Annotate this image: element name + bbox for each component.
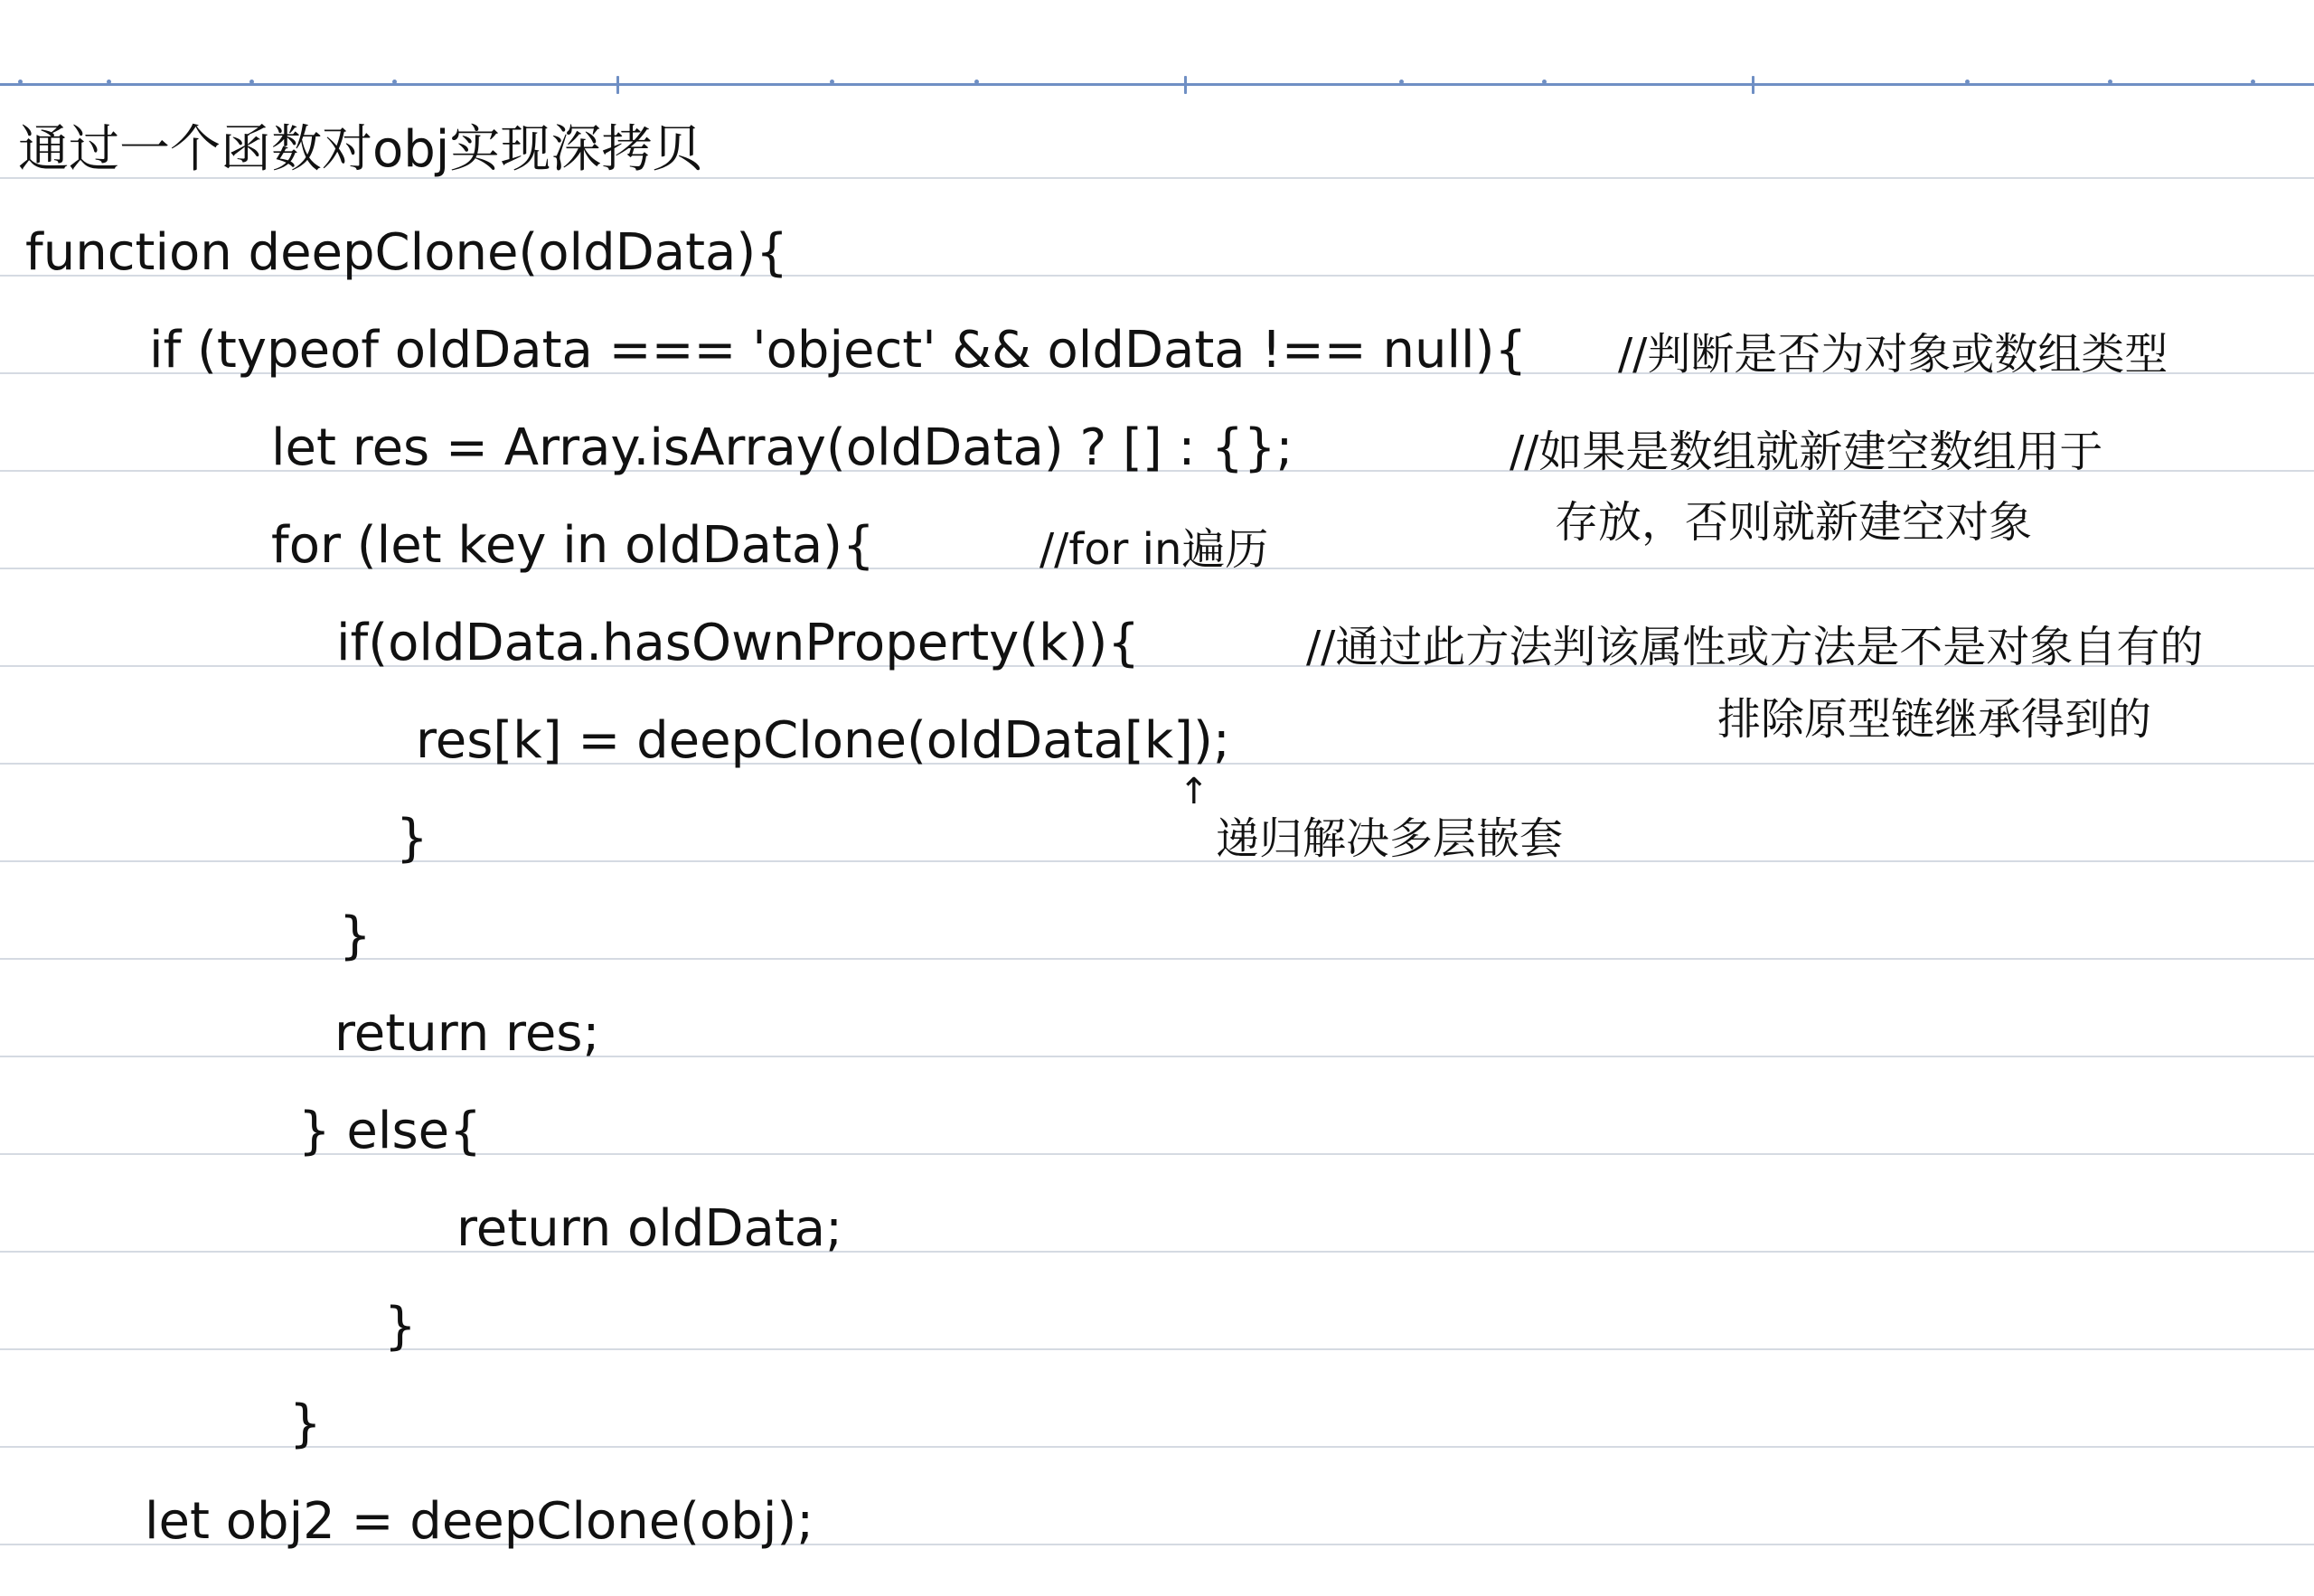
- comment-recursion: 递归解决多层嵌套: [1216, 813, 1564, 864]
- code-line-close-if: }: [396, 809, 428, 868]
- rule-tick: [249, 80, 254, 84]
- ruled-line: [0, 860, 2314, 862]
- up-arrow-icon: ↑: [1179, 771, 1209, 812]
- comment-own-property-continued: 排除原型链继承得到的: [1717, 694, 2152, 745]
- rule-tick: [1965, 80, 1970, 84]
- rule-tick: [107, 80, 111, 84]
- code-line-has-own: if(oldData.hasOwnProperty(k)){: [336, 614, 1140, 672]
- rule-tick: [1399, 80, 1404, 84]
- rule-tick: [1542, 80, 1547, 84]
- code-line-if-typeof: if (typeof oldData === 'object' && oldData !== null){: [149, 321, 1528, 380]
- comment-for-in: //for in遍历: [1039, 524, 1269, 575]
- code-line-function: function deepClone(oldData){: [25, 223, 788, 282]
- code-line-recursive-assign: res[k] = deepClone(oldData[k]);: [416, 711, 1230, 770]
- code-line-close-else: }: [384, 1297, 417, 1356]
- comment-array-note-continued: 存放，否则就新建空对象: [1555, 497, 2033, 548]
- ruled-line: [0, 1251, 2314, 1253]
- rule-tick: [1752, 76, 1754, 94]
- code-line-close-for: }: [339, 906, 372, 965]
- comment-type-check: //判断是否为对象或数组类型: [1618, 329, 2168, 380]
- code-line-call: let obj2 = deepClone(obj);: [145, 1492, 814, 1551]
- rule-tick: [392, 80, 397, 84]
- rule-tick: [1184, 76, 1187, 94]
- rule-tick: [830, 80, 834, 84]
- comment-array-note: //如果是数组就新建空数组用于: [1510, 427, 2103, 477]
- ruled-line: [0, 1446, 2314, 1448]
- rule-tick: [616, 76, 619, 94]
- code-line-else: } else{: [298, 1102, 482, 1160]
- code-line-return-old: return oldData;: [456, 1199, 842, 1258]
- rule-tick: [18, 80, 23, 84]
- code-line-let-res: let res = Array.isArray(oldData) ? [] : {};: [271, 418, 1293, 477]
- rule-tick: [2251, 80, 2255, 84]
- comment-own-property: //通过此方法判该属性或方法是不是对象自有的: [1306, 622, 2204, 672]
- rule-tick: [2108, 80, 2112, 84]
- rule-tick: [974, 80, 979, 84]
- code-line-for-in: for (let key in oldData){: [271, 516, 875, 575]
- ruled-line: [0, 1348, 2314, 1350]
- code-line-close-function: }: [289, 1394, 322, 1453]
- code-line-return-res: return res;: [334, 1004, 600, 1063]
- page-title: 通过一个函数对obj实现深拷贝: [18, 120, 703, 179]
